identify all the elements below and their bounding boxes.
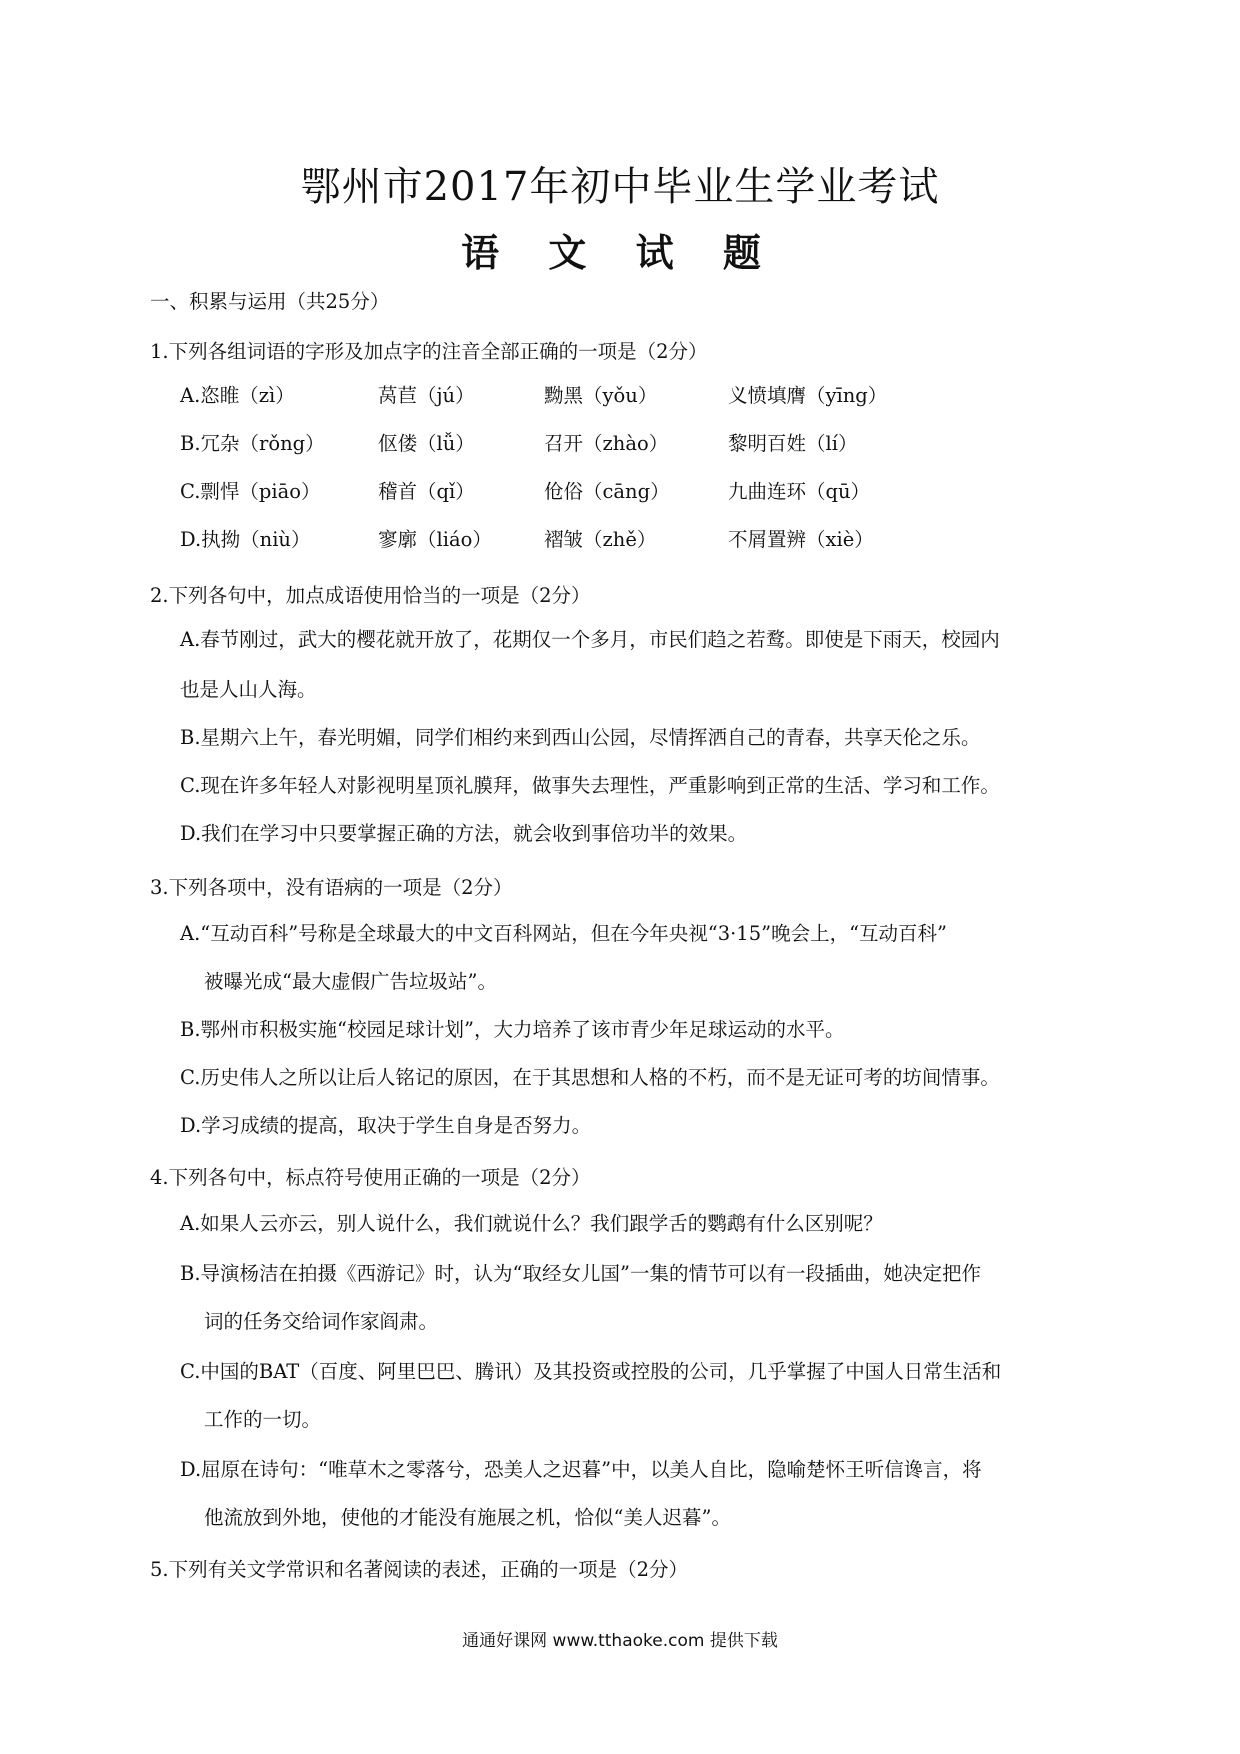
- q2-option-b: B.星期六上午，春光明媚，同学们相约来到西山公园，尽情挥洒自己的青春，共享天伦之乐。: [180, 726, 981, 749]
- q1-c-word-4: 九曲连环（qū）: [728, 480, 871, 503]
- q1-b-word-2: 伛偻（lǚ）: [378, 432, 475, 455]
- q4-option-d-continued: 他流放到外地，使他的才能没有施展之机，恰似“美人迟暮”。: [204, 1506, 731, 1529]
- q2-option-a: A.春节刚过，武大的樱花就开放了，花期仅一个多月，市民们趋之若鹜。即使是下雨天，校园内: [180, 628, 1000, 651]
- q1-b-word-4: 黎明百姓（lí）: [728, 432, 858, 455]
- question-2-stem: 2.下列各句中，加点成语使用恰当的一项是（2分）: [150, 584, 591, 607]
- q4-option-c-continued: 工作的一切。: [204, 1408, 322, 1431]
- q4-option-a: A.如果人云亦云，别人说什么，我们就说什么？我们跟学舌的鹦鹉有什么区别呢？: [180, 1212, 883, 1235]
- question-3-stem: 3.下列各项中，没有语病的一项是（2分）: [150, 876, 513, 899]
- q4-option-b: B.导演杨洁在拍摄《西游记》时，认为“取经女儿国”一集的情节可以有一段插曲，她决定把作: [180, 1262, 981, 1285]
- download-footer: 通通好课网 www.tthaoke.com 提供下载: [462, 1631, 778, 1651]
- q3-option-b: B.鄂州市积极实施“校园足球计划”，大力培养了该市青少年足球运动的水平。: [180, 1018, 845, 1041]
- q3-option-a: A.“互动百科”号称是全球最大的中文百科网站，但在今年央视“3·15”晚会上，“互动百科”: [180, 922, 948, 945]
- q1-b-word-3: 召开（zhào）: [544, 432, 669, 455]
- question-5-stem: 5.下列有关文学常识和名著阅读的表述，正确的一项是（2分）: [150, 1558, 689, 1581]
- q3-option-c: C.历史伟人之所以让后人铭记的原因，在于其思想和人格的不朽，而不是无证可考的坊间情事。: [180, 1066, 1000, 1089]
- q1-c-word-3: 伧俗（cāng）: [544, 480, 670, 503]
- q3-option-a-continued: 被曝光成“最大虚假广告垃圾站”。: [204, 970, 497, 993]
- q2-option-d: D.我们在学习中只要掌握正确的方法，就会收到事倍功半的效果。: [180, 822, 748, 845]
- q1-a-word-4: 义愤填膺（yīng）: [728, 384, 888, 407]
- q4-option-c: C.中国的BAT（百度、阿里巴巴、腾讯）及其投资或控股的公司，几乎掌握了中国人日常生活和: [180, 1360, 1002, 1383]
- q1-c-word-1: C.剽悍（piāo）: [180, 480, 321, 503]
- q2-option-c: C.现在许多年轻人对影视明星顶礼膜拜，做事失去理性，严重影响到正常的生活、学习和工作。: [180, 774, 1000, 797]
- q4-option-b-continued: 词的任务交给词作家阎肃。: [204, 1310, 439, 1333]
- q4-option-d: D.屈原在诗句：“唯草木之零落兮，恐美人之迟暮”中，以美人自比，隐喻楚怀王听信谗言，将: [180, 1458, 982, 1481]
- q2-option-a-continued: 也是人山人海。: [180, 678, 317, 701]
- q1-a-word-1: A.恣睢（zì）: [180, 384, 295, 407]
- q1-c-word-2: 稽首（qǐ）: [378, 480, 475, 503]
- section-heading: 一、积累与运用（共25分）: [150, 290, 390, 313]
- q1-d-word-2: 寥廓（liáo）: [378, 528, 492, 551]
- exam-title: 鄂州市2017年初中毕业生学业考试: [300, 164, 940, 210]
- question-4-stem: 4.下列各句中，标点符号使用正确的一项是（2分）: [150, 1166, 591, 1189]
- exam-subtitle: 语 文 试 题: [461, 230, 779, 275]
- q1-a-word-2: 莴苣（jú）: [378, 384, 475, 407]
- q1-d-word-1: D.执拗（niù）: [180, 528, 311, 551]
- q3-option-d: D.学习成绩的提高，取决于学生自身是否努力。: [180, 1114, 592, 1137]
- question-1-stem: 1.下列各组词语的字形及加点字的注音全部正确的一项是（2分）: [150, 340, 708, 363]
- q1-d-word-4: 不屑置辨（xiè）: [728, 528, 874, 551]
- q1-d-word-3: 褶皱（zhě）: [544, 528, 657, 551]
- q1-b-word-1: B.冗杂（rǒng）: [180, 432, 325, 455]
- q1-a-word-3: 黝黑（yǒu）: [544, 384, 658, 407]
